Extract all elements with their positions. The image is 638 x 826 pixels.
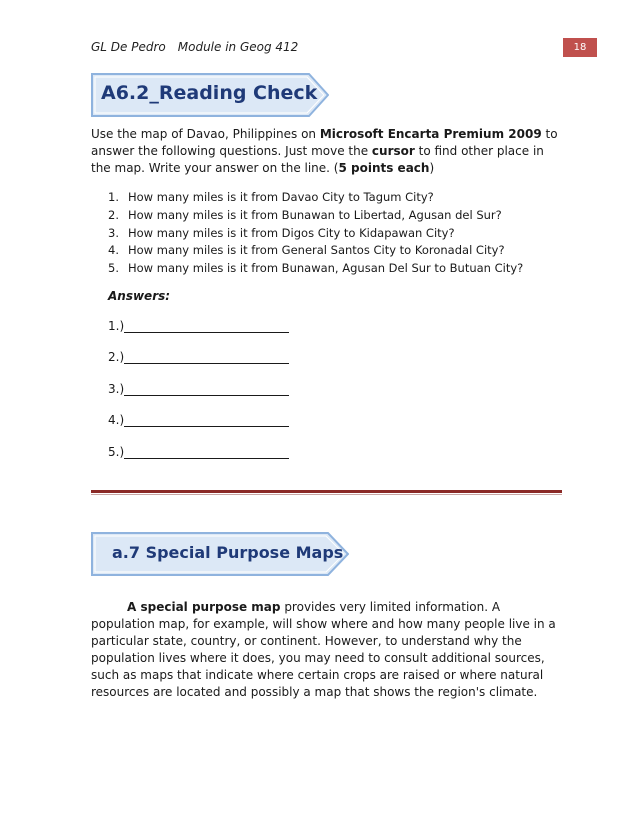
section-divider-thin — [91, 494, 562, 495]
header-author: GL De Pedro — [91, 40, 166, 54]
page-header — [91, 40, 310, 54]
section-title: a.7 Special Purpose Maps — [112, 543, 344, 562]
answer-line[interactable]: 2.) — [108, 350, 289, 364]
questions-list — [108, 189, 523, 278]
question-item: 4. How many miles is it from General Santos City to Koronadal City? — [108, 243, 505, 258]
answer-line[interactable]: 5.) — [108, 445, 289, 459]
section-banner-reading-check — [91, 73, 329, 117]
special-purpose-term: A special purpose map — [127, 600, 281, 614]
question-item: 3. How many miles is it from Digos City to Kidapawan City? — [108, 225, 455, 240]
answer-blank[interactable] — [124, 350, 289, 364]
page-number-badge: 18 — [563, 38, 597, 57]
section-banner-special-purpose-maps — [91, 532, 349, 576]
question-item: 1. How many miles is it from Davao City to Tagum City? — [108, 190, 434, 204]
answer-blank[interactable] — [124, 382, 289, 396]
instructions-paragraph: Use the map of Davao, Philippines on Microsoft Encarta Premium 2009 to answer the following questions. Just move the cursor to find other place in the map. Write your answer on the line. (5 points each) — [91, 127, 558, 175]
answer-blank[interactable] — [124, 413, 289, 427]
answer-line[interactable]: 3.) — [108, 382, 289, 396]
answers-label: Answers: — [108, 289, 171, 303]
answer-line[interactable]: 4.) — [108, 413, 289, 427]
special-purpose-paragraph: A special purpose map provides very limited information. A population map, for example, will show where and how many people live in a particular state, country, or continent. However, to understand why the population lives where it does, you may need to consult additional sources, such as maps that indicate where certain crops are raised or where natural resources are located and possibly a map that shows the region's climate. — [91, 600, 556, 699]
header-module: Module in Geog 412 — [177, 40, 299, 54]
cursor-term: cursor — [371, 144, 415, 158]
section-divider — [91, 490, 562, 493]
answer-blank[interactable] — [124, 319, 289, 333]
software-name: Microsoft Encarta Premium 2009 — [319, 127, 542, 141]
answer-blank[interactable] — [124, 445, 289, 459]
section-title: A6.2_Reading Check — [101, 82, 318, 104]
answer-line[interactable]: 1.) — [108, 319, 289, 333]
question-item: 5. How many miles is it from Bunawan, Agusan Del Sur to Butuan City? — [108, 261, 524, 276]
points-note: 5 points each — [338, 161, 430, 175]
question-item: 2. How many miles is it from Bunawan to Libertad, Agusan del Sur? — [108, 207, 502, 222]
